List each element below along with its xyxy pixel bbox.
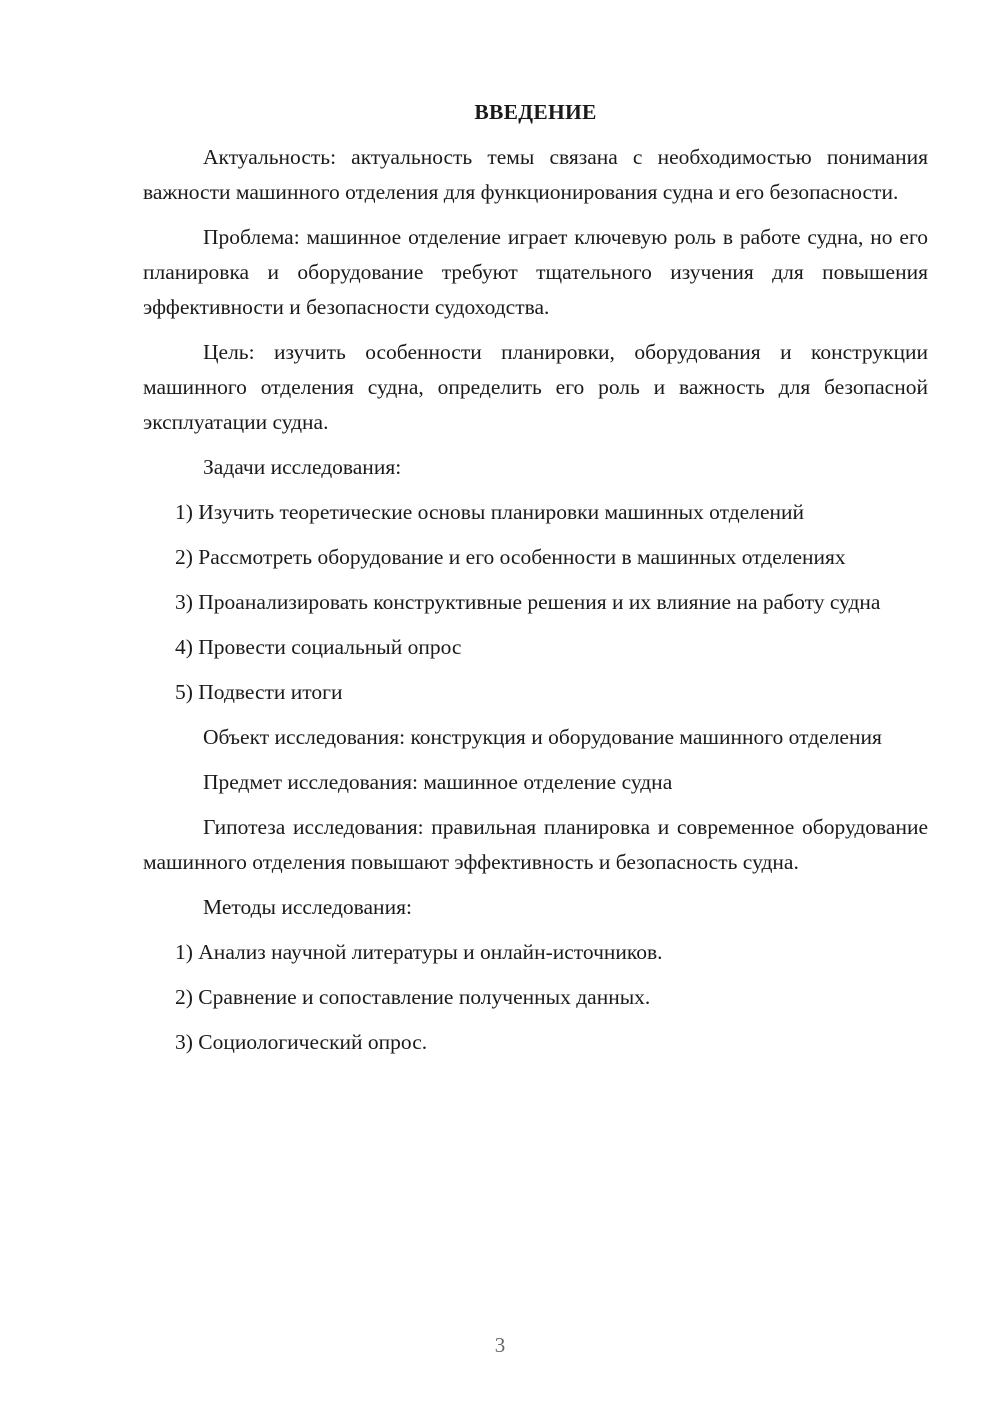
document-page [143, 95, 928, 1070]
research-object-paragraph: Объект исследования: конструкция и оборудование машинного отделения [203, 725, 882, 749]
task-item-2: 2) Рассмотреть оборудование и его особенности в машинных отделениях [175, 545, 846, 569]
method-item-1: 1) Анализ научной литературы и онлайн-источников. [175, 940, 663, 964]
document-title: ВВЕДЕНИЕ [474, 100, 597, 124]
method-item-3: 3) Социологический опрос. [175, 1030, 428, 1054]
task-item-1: 1) Изучить теоретические основы планировки машинных отделений [175, 500, 805, 524]
methods-heading: Методы исследования: [203, 895, 412, 919]
research-subject-paragraph: Предмет исследования: машинное отделение судна [203, 770, 673, 794]
hypothesis-paragraph: Гипотеза исследования: правильная планировка и современное оборудование машинного отделения повышают эффективность и безопасность судна. [143, 815, 928, 874]
page-number: 3 [494, 1333, 506, 1357]
method-item-2: 2) Сравнение и сопоставление полученных данных. [175, 985, 651, 1009]
task-item-4: 4) Провести социальный опрос [175, 635, 462, 659]
task-item-3: 3) Проанализировать конструктивные решения и их влияние на работу судна [175, 590, 881, 614]
relevance-paragraph: Актуальность: актуальность темы связана с необходимостью понимания важности машинного отделения для функционирования судна и его безопасности. [143, 145, 928, 204]
task-item-5: 5) Подвести итоги [175, 680, 343, 704]
problem-paragraph: Проблема: машинное отделение играет ключевую роль в работе судна, но его планировка и оборудование требуют тщательного изучения для повышения эффективности и безопасности судоходства. [143, 225, 928, 319]
goal-paragraph: Цель: изучить особенности планировки, оборудования и конструкции машинного отделения судна, определить его роль и важность для безопасной эксплуатации судна. [143, 340, 928, 434]
tasks-heading: Задачи исследования: [203, 455, 402, 479]
